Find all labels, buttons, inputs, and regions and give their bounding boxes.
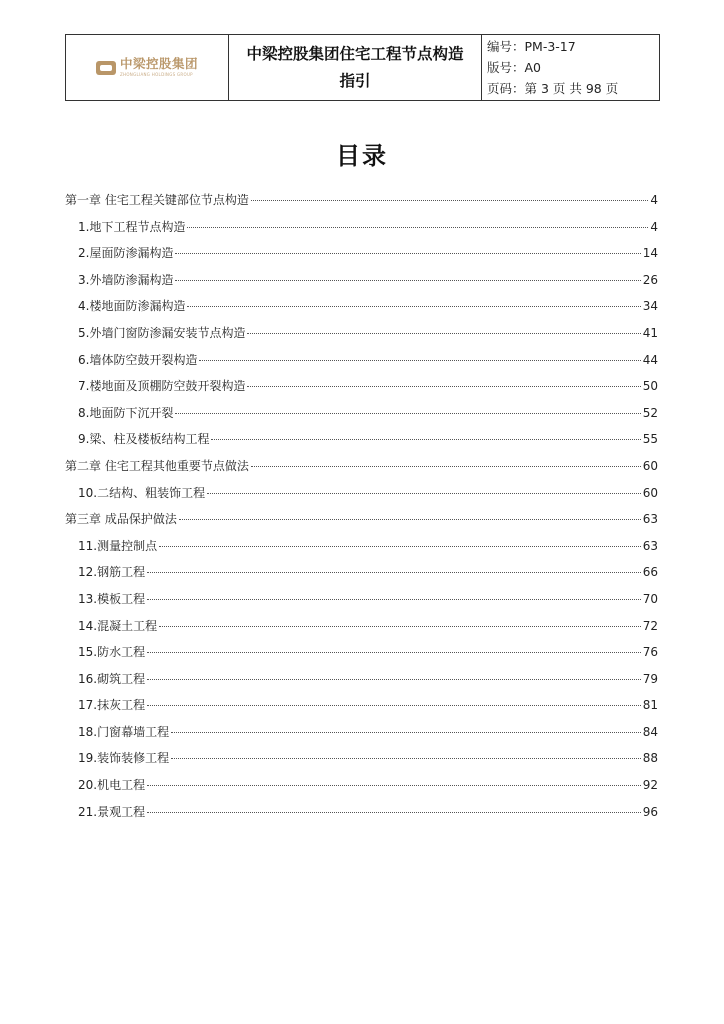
toc-entry-label: 16.砌筑工程 [78, 671, 146, 686]
toc-entry-page: 84 [642, 724, 658, 739]
logo-icon [96, 61, 116, 75]
toc-entry-page: 66 [642, 565, 658, 580]
toc-dot-leader [247, 333, 640, 334]
toc-entry-label: 4.楼地面防渗漏构造 [78, 299, 186, 314]
toc-entry-page: 26 [642, 272, 658, 287]
toc-dot-leader [147, 705, 641, 706]
toc-entry-label: 10.二结构、粗装饰工程 [78, 485, 206, 500]
doc-number: 编号：PM-3-17 [487, 39, 576, 54]
logo-name: 中梁控股集团 [119, 56, 198, 72]
toc-section-entry[interactable] [65, 669, 658, 696]
toc-entry-label: 第三章 成品保护做法 [65, 512, 177, 527]
toc-entry-page: 41 [642, 325, 658, 340]
toc-dot-leader [147, 572, 641, 573]
toc-entry-label: 5.外墙门窗防渗漏安装节点构造 [78, 325, 246, 340]
logo-cell [66, 35, 229, 100]
toc-chapter-entry[interactable] [65, 509, 658, 536]
toc-entry-label: 第二章 住宅工程其他重要节点做法 [65, 458, 249, 473]
page-info: 页码：第 3 页 共 98 页 [487, 81, 619, 96]
document-title: 中梁控股集团住宅工程节点构造指引 [229, 35, 482, 100]
toc-section-entry[interactable] [65, 722, 658, 749]
toc-entry-label: 6.墙体防空鼓开裂构造 [78, 352, 198, 367]
toc-section-entry[interactable] [65, 562, 658, 589]
toc-entry-label: 12.钢筋工程 [78, 565, 146, 580]
toc-entry-page: 81 [642, 698, 658, 713]
toc-entry-page: 44 [642, 352, 658, 367]
toc-entry-page: 52 [642, 405, 658, 420]
company-logo [96, 58, 198, 77]
toc-dot-leader [147, 599, 641, 600]
toc-chapter-entry[interactable] [65, 190, 658, 217]
toc-chapter-entry[interactable] [65, 456, 658, 483]
toc-entry-label: 14.混凝土工程 [78, 618, 158, 633]
toc-entry-page: 14 [642, 246, 658, 261]
toc-dot-leader [187, 227, 648, 228]
toc-entry-page: 55 [642, 432, 658, 447]
toc-dot-leader [147, 812, 641, 813]
doc-version: 版号：A0 [487, 60, 542, 75]
toc-dot-leader [159, 546, 641, 547]
toc-entry-label: 第一章 住宅工程关键部位节点构造 [65, 193, 249, 207]
toc-dot-leader [147, 679, 641, 680]
toc-dot-leader [251, 200, 649, 201]
toc-dot-leader [147, 652, 641, 653]
table-of-contents [65, 190, 658, 828]
toc-entry-label: 2.屋面防渗漏构造 [78, 246, 174, 261]
toc-entry-page: 4 [650, 193, 658, 207]
toc-entry-label: 8.地面防下沉开裂 [78, 405, 174, 420]
toc-section-entry[interactable] [65, 483, 658, 510]
toc-section-entry[interactable] [65, 350, 658, 377]
toc-section-entry[interactable] [65, 536, 658, 563]
toc-entry-page: 92 [642, 778, 658, 793]
toc-entry-page: 70 [642, 591, 658, 606]
toc-dot-leader [211, 439, 640, 440]
toc-dot-leader [175, 280, 640, 281]
toc-entry-label: 3.外墙防渗漏构造 [78, 272, 174, 287]
toc-entry-page: 79 [642, 671, 658, 686]
toc-entry-page: 4 [650, 219, 658, 234]
toc-entry-label: 19.装饰装修工程 [78, 751, 170, 766]
toc-entry-page: 63 [642, 512, 658, 527]
toc-entry-page: 60 [642, 458, 658, 473]
toc-entry-page: 76 [642, 645, 658, 660]
toc-section-entry[interactable] [65, 296, 658, 323]
toc-section-entry[interactable] [65, 589, 658, 616]
toc-dot-leader [175, 253, 640, 254]
document-meta [482, 35, 659, 100]
toc-title: 目录 [336, 142, 388, 170]
toc-dot-leader [171, 758, 641, 759]
toc-entry-label: 11.测量控制点 [78, 538, 158, 553]
toc-section-entry[interactable] [65, 775, 658, 802]
toc-entry-page: 96 [642, 804, 658, 819]
toc-section-entry[interactable] [65, 403, 658, 430]
toc-entry-label: 20.机电工程 [78, 778, 146, 793]
toc-entry-page: 88 [642, 751, 658, 766]
toc-dot-leader [207, 493, 641, 494]
toc-section-entry[interactable] [65, 270, 658, 297]
toc-entry-label: 17.抹灰工程 [78, 698, 146, 713]
toc-entry-label: 18.门窗幕墙工程 [78, 724, 170, 739]
toc-entry-page: 72 [642, 618, 658, 633]
toc-entry-label: 21.景观工程 [78, 804, 146, 819]
toc-entry-page: 63 [642, 538, 658, 553]
logo-subtitle: ZHONGLIANG HOLDINGS GROUP [119, 71, 193, 77]
toc-section-entry[interactable] [65, 642, 658, 669]
toc-section-entry[interactable] [65, 376, 658, 403]
toc-section-entry[interactable] [65, 243, 658, 270]
toc-entry-label: 1.地下工程节点构造 [78, 219, 186, 234]
toc-entry-page: 60 [642, 485, 658, 500]
toc-section-entry[interactable] [65, 748, 658, 775]
toc-section-entry[interactable] [65, 802, 658, 829]
toc-entry-label: 13.模板工程 [78, 591, 146, 606]
toc-dot-leader [199, 360, 640, 361]
toc-entry-label: 9.梁、柱及楼板结构工程 [78, 432, 210, 447]
toc-dot-leader [159, 626, 641, 627]
toc-dot-leader [147, 785, 641, 786]
toc-section-entry[interactable] [65, 323, 658, 350]
document-header [65, 34, 660, 101]
toc-entry-label: 15.防水工程 [78, 645, 146, 660]
toc-dot-leader [179, 519, 641, 520]
toc-dot-leader [251, 466, 641, 467]
toc-dot-leader [247, 386, 640, 387]
toc-section-entry[interactable] [65, 616, 658, 643]
toc-section-entry[interactable] [65, 695, 658, 722]
toc-dot-leader [171, 732, 641, 733]
toc-entry-label: 7.楼地面及顶棚防空鼓开裂构造 [78, 379, 246, 394]
toc-section-entry[interactable] [65, 217, 658, 244]
toc-entry-page: 34 [642, 299, 658, 314]
toc-entry-page: 50 [642, 379, 658, 394]
toc-dot-leader [187, 306, 640, 307]
toc-section-entry[interactable] [65, 429, 658, 456]
toc-dot-leader [175, 413, 640, 414]
